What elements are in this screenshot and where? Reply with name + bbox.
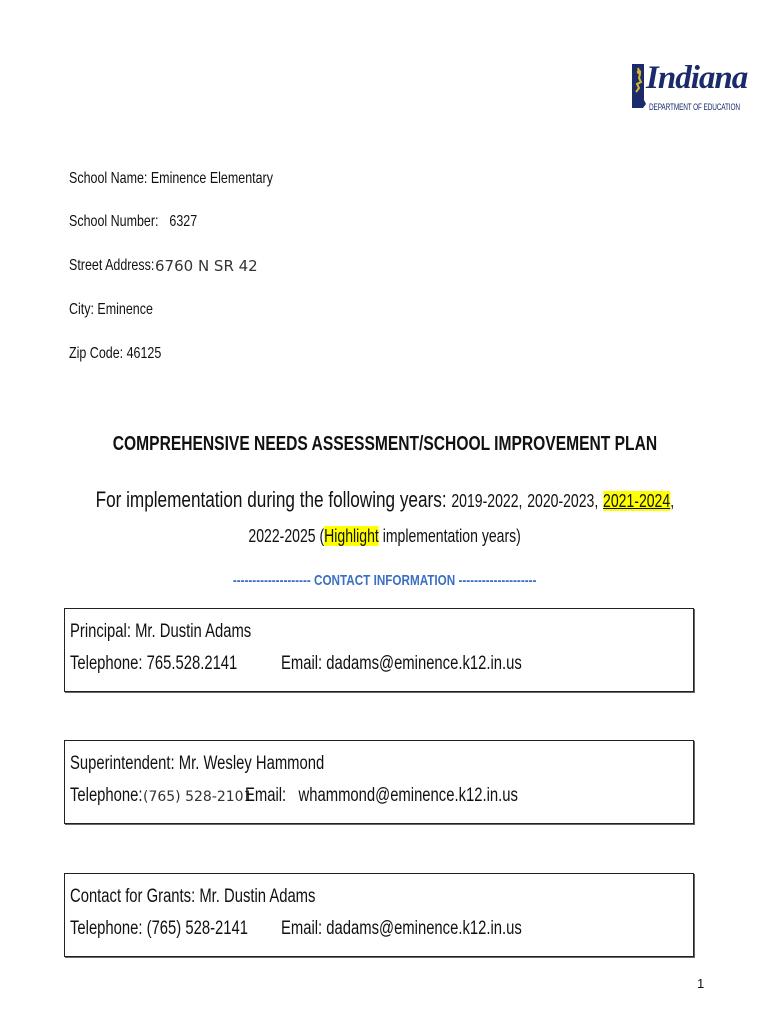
school-number-value: 6327 — [169, 213, 198, 230]
plan-title: COMPREHENSIVE NEEDS ASSESSMENT/SCHOOL IMPROVEMENT PLAN — [112, 433, 658, 455]
principal-contact-line — [70, 653, 284, 675]
grants-email-value[interactable]: dadams@eminence.k12.in.us — [326, 918, 522, 939]
street-address-value: 6760 N SR 42 — [155, 257, 258, 275]
city-line — [69, 301, 177, 319]
contact-information-header: -------------------- CONTACT INFORMATION -------------------- — [233, 572, 537, 589]
indiana-state-outline-icon — [631, 62, 647, 110]
page-number: 1 — [697, 976, 705, 991]
grants-telephone-label: Telephone: — [70, 918, 143, 939]
grants-telephone-value: (765) 528-2141 — [146, 918, 248, 939]
zip-code-label: Zip Code: — [69, 345, 124, 362]
grants-email-label: Email: — [281, 918, 323, 939]
principal-contact-box — [64, 608, 694, 692]
principal-email-line — [281, 653, 590, 675]
principal-telephone-value: 765.528.2141 — [146, 653, 238, 674]
principal-name: Principal: Mr. Dustin Adams — [70, 621, 252, 642]
superintendent-contact-box — [64, 740, 694, 824]
school-name-label: School Name: — [69, 170, 148, 187]
implementation-years-line-2: 2022-2025 (Highlight implementation years) — [248, 526, 522, 546]
logo-wordmark: Indiana — [646, 60, 748, 96]
grants-email-line — [281, 918, 590, 940]
superintendent-email-value[interactable]: whammond@eminence.k12.in.us — [298, 785, 518, 806]
school-number-label: School Number: — [69, 213, 159, 230]
principal-email-value[interactable]: dadams@eminence.k12.in.us — [326, 653, 522, 674]
school-number-line — [69, 213, 233, 231]
school-name-line — [69, 170, 330, 188]
implementation-years-line: For implementation during the following years: 2019-2022, 2020-2023, 2021-2024, — [95, 487, 675, 512]
superintendent-name: Superintendent: Mr. Wesley Hammond — [70, 753, 325, 774]
highlight-word: Highlight — [324, 526, 380, 546]
principal-email-label: Email: — [281, 653, 323, 674]
year-option-2021-2024-highlighted: 2021-2024 — [603, 491, 671, 511]
city-label: City: — [69, 301, 94, 318]
indiana-doe-logo — [631, 58, 748, 114]
superintendent-telephone-label: Telephone: — [70, 785, 143, 806]
superintendent-telephone-value: (765) 528-2101 — [143, 789, 253, 805]
superintendent-email-line — [245, 785, 595, 807]
year-option-2020-2023: 2020-2023, — [527, 491, 599, 511]
principal-telephone-label: Telephone: — [70, 653, 143, 674]
school-name-value: Eminence Elementary — [150, 170, 273, 187]
street-address-line — [69, 257, 258, 275]
year-option-2022-2025: 2022-2025 — [248, 526, 316, 546]
grants-contact-box — [64, 873, 694, 957]
grants-contact-name: Contact for Grants: Mr. Dustin Adams — [70, 886, 316, 907]
implementation-lead: For implementation during the following years: — [95, 487, 447, 512]
year-option-2019-2022: 2019-2022, — [451, 491, 523, 511]
superintendent-email-label: Email: — [245, 785, 287, 806]
zip-code-line — [69, 345, 187, 363]
city-value: Eminence — [97, 301, 153, 318]
street-address-label: Street Address: — [69, 257, 155, 274]
highlight-instruction: implementation years) — [383, 526, 522, 546]
grants-contact-line — [70, 918, 298, 940]
zip-code-value: 46125 — [126, 345, 162, 362]
logo-subtitle: DEPARTMENT OF EDUCATION — [649, 102, 740, 112]
